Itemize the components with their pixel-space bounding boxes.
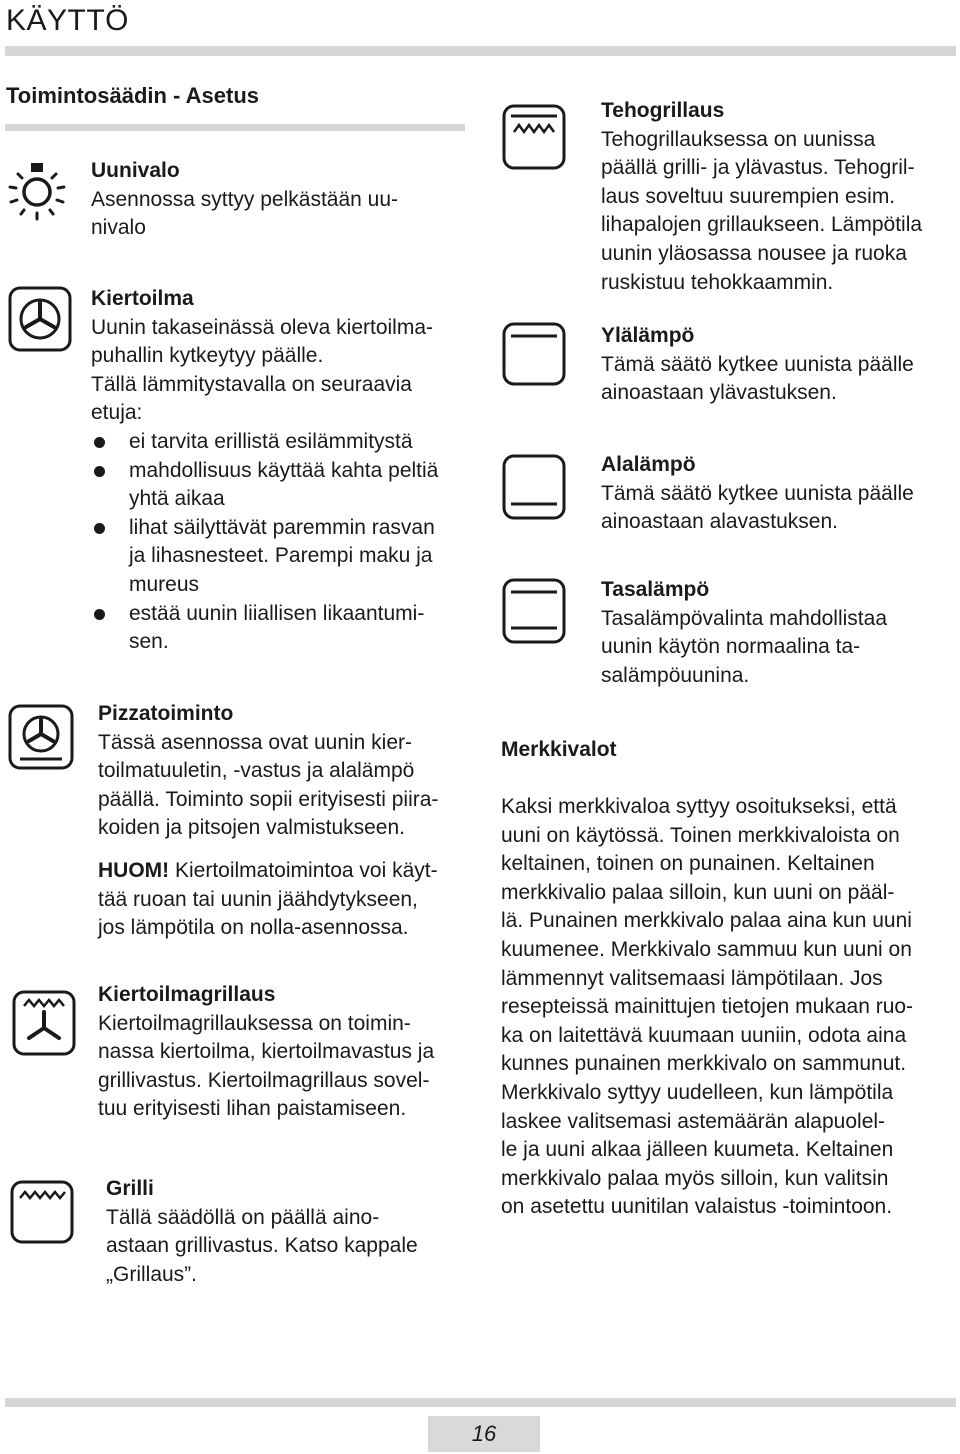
text-line: lihapalojen grillaukseen. Lämpötila [601,213,923,237]
text-line: laus soveltuu suurempien esim. [601,184,896,208]
pizza-heading: Pizzatoiminto [98,702,234,725]
list-item: estää uunin liiallisen likaantumi- sen. [91,600,476,657]
text-line: koiden ja pitsojen valmistukseen. [98,816,406,840]
text-line: puhallin kytkeytyy päälle. [91,344,324,368]
ylalampo-heading: Ylälämpö [601,324,695,347]
text-line: Tässä asennossa ovat uunin kier- [98,730,413,754]
turbo-grill-icon [502,104,566,170]
text-line: salämpöuunina. [601,663,750,687]
fan-icon [8,286,72,352]
page-number: 16 [428,1416,540,1452]
bottom-heat-icon [502,454,566,520]
text-line: le ja uuni alkaa jälleen kuumeta. Keltainen [501,1138,894,1162]
text-line: Tämä säätö kytkee uunista päälle [601,481,914,505]
merkkivalot-heading: Merkkivalot [501,738,617,761]
text-line: lämmennyt valitsemaasi lämpötilaan. Jos [501,966,883,990]
text-line: on asetettu uunitilan valaistus -toimintoon. [501,1195,893,1219]
header-rule [5,46,956,56]
text-line: ruskistuu tehokkaammin. [601,270,834,294]
kiertoilmagrillaus-heading: Kiertoilmagrillaus [98,983,276,1006]
page-title: KÄYTTÖ [6,4,130,37]
note-line: HUOM! Kiertoilmatoimintoa voi käyt- [98,858,438,882]
text-line: ainoastaan alavastuksen. [601,510,838,534]
alalampo-heading: Alalämpö [601,453,696,476]
section-rule [5,124,465,131]
pizza-block [98,700,478,943]
text-line: tää ruoan tai uunin jäähdytykseen, [98,887,418,911]
text-line: uuni on käytössä. Toinen merkkivaloista on [501,823,900,847]
text-line: päällä grilli- ja ylävastus. Tehogril- [601,156,915,180]
text-line: toilmatuuletin, -vastus ja alalämpö [98,759,415,783]
tasalampo-heading: Tasalämpö [601,578,710,601]
text-line: resepteissä mainittujen tietojen mukaan ruo- [501,995,914,1019]
note-label: HUOM! [98,858,170,882]
grilli-heading: Grilli [106,1177,154,1200]
text-line: päällä. Toiminto sopii erityisesti piira- [98,787,439,811]
text-line: laskee valitsemasi astemäärän alapuolel- [501,1109,886,1133]
top-heat-icon [502,322,566,386]
footer-rule [5,1398,956,1407]
text-line: Tällä säädöllä on päällä aino- [106,1205,380,1229]
text-line: astaan grillivastus. Katso kappale [106,1234,418,1258]
uunivalo-block [91,157,471,243]
tasalampo-block [601,576,959,690]
text-line: lä. Punainen merkkivalo palaa aina kun uuni [501,909,912,933]
text-line: merkkivalo palaa myös silloin, kun valitsin [501,1166,889,1190]
text-line: jos lämpötila on nolla-asennossa. [98,916,409,940]
text-line: „Grillaus”. [106,1262,198,1286]
kiertoilma-block [91,285,476,657]
text-line: kuumenee. Merkkivalo sammuu kun uuni on [501,937,912,961]
text-line: grillivastus. Kiertoilmagrillaus sovel- [98,1068,430,1092]
text-line: Asennossa syttyy pelkästään uu- [91,187,399,211]
text-line: uunin käytön normaalina ta- [601,635,861,659]
tehogrillaus-heading: Tehogrillaus [601,99,725,122]
tehogrillaus-block [601,97,959,297]
merkkivalot-block [501,793,959,1222]
text-line: Merkkivalo syttyy uudelleen, kun lämpötila [501,1080,894,1104]
merkkivalot-heading-block [501,736,801,765]
benefits-list [91,428,476,657]
text-line: nivalo [91,216,146,240]
text-line: Tämä säätö kytkee uunista päälle [601,352,914,376]
alalampo-block [601,451,959,537]
section-title: Toimintosäädin - Asetus [6,83,260,108]
list-item: ei tarvita erillistä esilämmitystä [91,428,476,457]
text-line: kunnes punainen merkkivalo on sammunut. [501,1052,907,1076]
text-line: ka on laitettävä kuumaan uuniin, odota aina [501,1023,907,1047]
text-line: ainoastaan ylävastuksen. [601,381,837,405]
grilli-block [106,1175,476,1289]
ylalampo-block [601,322,959,408]
text-line: etuja: [91,401,143,425]
grill-icon [10,1180,74,1244]
text-line: Tasalämpövalinta mahdollistaa [601,606,887,630]
kiertoilmagrillaus-block [98,981,478,1124]
text-line: Kiertoilmagrillauksessa on toimin- [98,1011,411,1035]
text-line: keltainen, toinen on punainen. Keltainen [501,852,875,876]
text-line: Tällä lämmitystavalla on seuraavia [91,372,412,396]
text-line: tuu erityisesti lihan paistamiseen. [98,1097,407,1121]
text-line: nassa kiertoilma, kiertoilmavastus ja [98,1040,435,1064]
list-item: lihat säilyttävät paremmin rasvan ja lihasnesteet. Parempi maku ja mureus [91,514,476,600]
text-line: merkkivalio palaa silloin, kun uuni on pääl- [501,880,895,904]
lamp-icon [8,160,66,222]
text-line: Uunin takaseinässä oleva kiertoilma- [91,315,433,339]
text-line: Tehogrillauksessa on uunissa [601,127,876,151]
text-line: uunin yläosassa nousee ja ruoka [601,241,907,265]
fan-grill-icon [12,990,76,1056]
uunivalo-heading: Uunivalo [91,159,180,182]
top-bottom-heat-icon [502,578,566,644]
kiertoilma-heading: Kiertoilma [91,287,194,310]
text-line: Kaksi merkkivaloa syttyy osoitukseksi, että [501,795,897,818]
pizza-fan-icon [8,704,74,770]
list-item: mahdollisuus käyttää kahta peltiä yhtä aikaa [91,457,476,514]
